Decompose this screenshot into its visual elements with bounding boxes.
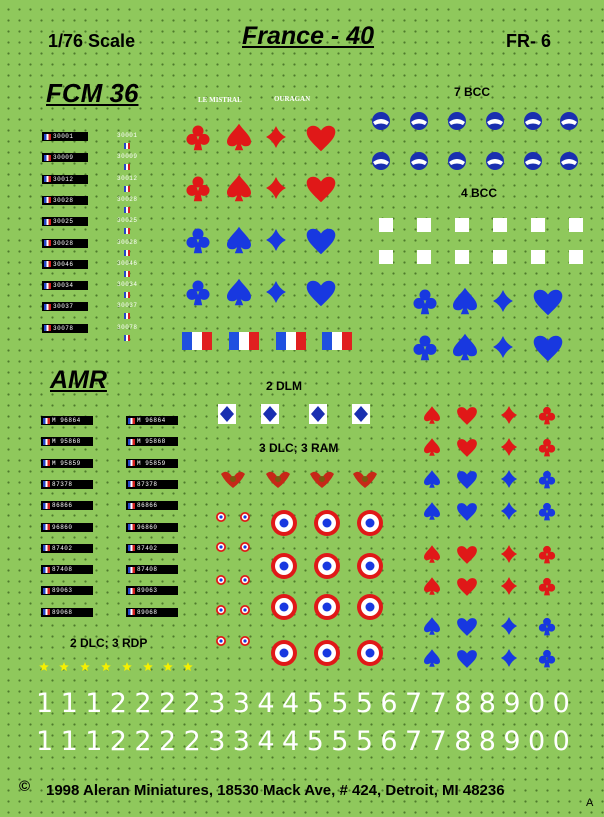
club-icon (186, 280, 209, 305)
heart-icon (307, 126, 336, 152)
diamond-icon (501, 438, 517, 456)
star-icon (80, 662, 90, 671)
plate-number: 96860 (137, 523, 158, 531)
spade-icon (424, 545, 440, 563)
roundel-center (366, 603, 375, 612)
2dlm-label: 2 DLM (266, 379, 302, 393)
white-digit: 4 (282, 688, 300, 719)
white-digit: 7 (429, 688, 447, 719)
small-roundel-center (219, 515, 222, 518)
plate-number: M 95859 (137, 459, 166, 467)
white-number: 30025 (117, 217, 138, 225)
diamond-icon (501, 617, 517, 635)
white-digit: 2 (109, 688, 127, 719)
heart-icon (457, 439, 477, 457)
heart-icon (457, 407, 477, 425)
small-roundel-center (219, 578, 222, 581)
white-digit: 7 (429, 726, 447, 757)
white-digit: 8 (478, 688, 496, 719)
3dlc-label: 3 DLC; 3 RAM (259, 441, 339, 455)
white-digit: 0 (528, 726, 546, 757)
2dlc-label: 2 DLC; 3 RDP (70, 636, 148, 650)
plate-number: M 95859 (52, 459, 81, 467)
white-digit: 5 (355, 726, 373, 757)
plate-number: 87402 (52, 544, 73, 552)
sheet-code: FR- 6 (506, 31, 551, 51)
white-digit: 1 (36, 726, 54, 757)
sheet-letter: A (586, 797, 594, 809)
spade-icon (424, 406, 440, 424)
plate-number: 87408 (52, 566, 73, 574)
club-icon (539, 439, 555, 457)
small-roundel-center (243, 545, 246, 548)
white-digit: 8 (454, 726, 472, 757)
heart-icon (457, 618, 477, 636)
roundel-center (323, 603, 332, 612)
club-icon (186, 125, 209, 150)
spade-icon (424, 438, 440, 456)
plate-number: 30001 (53, 133, 74, 140)
white-digit: 3 (208, 688, 226, 719)
roundel-center (280, 649, 289, 658)
small-roundel-center (243, 515, 246, 518)
plate-number: 87378 (52, 480, 73, 488)
small-roundel-center (243, 608, 246, 611)
club-icon (186, 228, 209, 253)
diamond-icon (501, 649, 517, 667)
small-roundel-center (243, 578, 246, 581)
plate-number: M 95868 (137, 438, 166, 446)
heart-icon (457, 650, 477, 668)
roundel-center (323, 562, 332, 571)
heart-icon (457, 578, 477, 596)
white-digit: 2 (134, 726, 152, 757)
white-digit: 0 (552, 688, 570, 719)
heart-icon (307, 177, 336, 203)
white-digit: 2 (183, 726, 201, 757)
white-digit: 8 (478, 726, 496, 757)
white-number: 30037 (117, 302, 138, 310)
plate-number: 89063 (137, 587, 158, 595)
small-roundel-center (219, 608, 222, 611)
diamond-icon (266, 229, 286, 251)
diamond-icon (501, 545, 517, 563)
small-roundel-center (219, 639, 222, 642)
roundel-center (280, 562, 289, 571)
amr-heading: AMR (50, 366, 107, 394)
fcm36-heading: FCM 36 (46, 78, 139, 108)
spade-icon (424, 502, 440, 520)
white-digit: 1 (36, 688, 54, 719)
heart-icon (534, 336, 563, 362)
spade-icon (424, 649, 440, 667)
white-digit: 2 (109, 726, 127, 757)
roundel-center (366, 519, 375, 528)
white-digit: 4 (257, 688, 275, 719)
club-icon (539, 407, 555, 425)
ouragan-label: OURAGAN (274, 95, 311, 103)
white-digit: 2 (159, 726, 177, 757)
plate-number: 30037 (53, 303, 74, 311)
diamond-icon (501, 577, 517, 595)
plate-number: 86866 (137, 502, 158, 510)
white-number: 30028 (117, 195, 138, 203)
white-digit: 1 (60, 688, 78, 719)
white-digit: 6 (380, 726, 398, 757)
diamond-icon (493, 336, 513, 358)
spade-icon (227, 279, 251, 305)
white-digit: 7 (405, 688, 423, 719)
plate-number: 30034 (53, 282, 74, 290)
footer-text: 1998 Aleran Miniatures, 18530 Mack Ave, # 424, Detroit, MI 48236 (46, 782, 505, 799)
spade-icon (453, 334, 477, 360)
eagle-emblem-center (275, 476, 281, 482)
spade-icon (453, 288, 477, 314)
spade-icon (227, 124, 251, 150)
club-icon (539, 618, 555, 636)
plate-number: 89068 (137, 608, 158, 616)
white-digit: 9 (503, 688, 521, 719)
white-digit: 1 (85, 688, 103, 719)
plate-number: 30012 (53, 175, 74, 183)
white-digit: 7 (405, 726, 423, 757)
white-digit: 2 (183, 688, 201, 719)
copyright-symbol: © (19, 778, 31, 795)
spade-icon (424, 617, 440, 635)
plate-number: 30046 (53, 260, 74, 268)
club-icon (413, 335, 436, 360)
heart-icon (457, 471, 477, 489)
club-icon (413, 289, 436, 314)
plate-number: 89068 (52, 608, 73, 616)
white-digit: 3 (232, 688, 250, 719)
white-number: 30028 (117, 238, 138, 246)
scale-label: 1/76 Scale (48, 31, 136, 51)
plate-number: 87378 (137, 480, 158, 488)
heart-icon (534, 290, 563, 316)
white-digit: 5 (331, 688, 349, 719)
le-mistral-label: LE MISTRAL (198, 96, 242, 104)
star-icon (59, 662, 69, 671)
star-icon (39, 662, 49, 671)
eagle-emblem-center (362, 476, 368, 482)
diamond-icon (501, 406, 517, 424)
white-digit: 0 (528, 688, 546, 719)
spade-icon (227, 175, 251, 201)
spade-icon (227, 227, 251, 253)
plate-number: 89063 (52, 587, 73, 595)
star-icon (183, 662, 193, 671)
diamond-icon (266, 177, 286, 199)
white-digit: 9 (503, 726, 521, 757)
white-digit: 1 (85, 726, 103, 757)
diamond-icon (266, 281, 286, 303)
white-number: 30046 (117, 259, 138, 267)
diamond-icon (501, 502, 517, 520)
plate-number: 30078 (53, 324, 74, 332)
plate-number: 86866 (52, 502, 73, 510)
heart-icon (457, 546, 477, 564)
heart-icon (307, 229, 336, 255)
star-icon (143, 662, 153, 671)
plate-number: 30009 (53, 154, 74, 162)
diamond-icon (266, 126, 286, 148)
plate-number: 30028 (53, 196, 74, 204)
plate-number: 30025 (53, 218, 74, 226)
roundel-center (323, 649, 332, 658)
white-number: 30001 (117, 132, 138, 139)
star-icon (101, 662, 111, 671)
plate-number: M 95868 (52, 438, 81, 446)
white-digit: 8 (454, 688, 472, 719)
7bcc-label: 7 BCC (454, 85, 491, 99)
white-digit: 4 (257, 726, 275, 757)
white-number: 30078 (117, 323, 138, 331)
white-digit: 4 (282, 726, 300, 757)
heart-icon (307, 281, 336, 307)
white-digit: 5 (306, 688, 324, 719)
small-roundel-center (219, 545, 222, 548)
plate-number: M 96864 (52, 417, 81, 424)
spade-icon (424, 470, 440, 488)
white-digit: 5 (355, 688, 373, 719)
white-number: 30034 (117, 281, 138, 289)
4bcc-label: 4 BCC (461, 186, 498, 200)
white-number: 30009 (117, 153, 138, 161)
white-digit: 6 (380, 688, 398, 719)
eagle-emblem-center (319, 476, 325, 482)
roundel-center (280, 603, 289, 612)
roundel-center (366, 649, 375, 658)
club-icon (539, 578, 555, 596)
plate-number: 30028 (53, 239, 74, 247)
club-icon (186, 176, 209, 201)
club-icon (539, 503, 555, 521)
diamond-icon (501, 470, 517, 488)
white-digit: 2 (159, 688, 177, 719)
white-digit: 0 (552, 726, 570, 757)
club-icon (539, 650, 555, 668)
club-icon (539, 546, 555, 564)
heart-icon (457, 503, 477, 521)
white-digit: 1 (60, 726, 78, 757)
white-digit: 5 (306, 726, 324, 757)
white-digit: 3 (208, 726, 226, 757)
plate-number: 87402 (137, 544, 158, 552)
small-roundel-center (243, 639, 246, 642)
plate-number: M 96864 (137, 417, 166, 424)
white-digit: 5 (331, 726, 349, 757)
plate-number: 87408 (137, 566, 158, 574)
eagle-emblem-center (230, 476, 236, 482)
club-icon (539, 471, 555, 489)
sheet-title: France - 40 (242, 22, 375, 50)
white-digit: 2 (134, 688, 152, 719)
star-icon (122, 662, 132, 671)
roundel-center (366, 562, 375, 571)
star-icon (163, 662, 173, 671)
spade-icon (424, 577, 440, 595)
white-number: 30012 (117, 174, 138, 182)
roundel-center (280, 519, 289, 528)
white-digit: 3 (232, 726, 250, 757)
diamond-icon (493, 290, 513, 312)
plate-number: 96860 (52, 523, 73, 531)
roundel-center (323, 519, 332, 528)
